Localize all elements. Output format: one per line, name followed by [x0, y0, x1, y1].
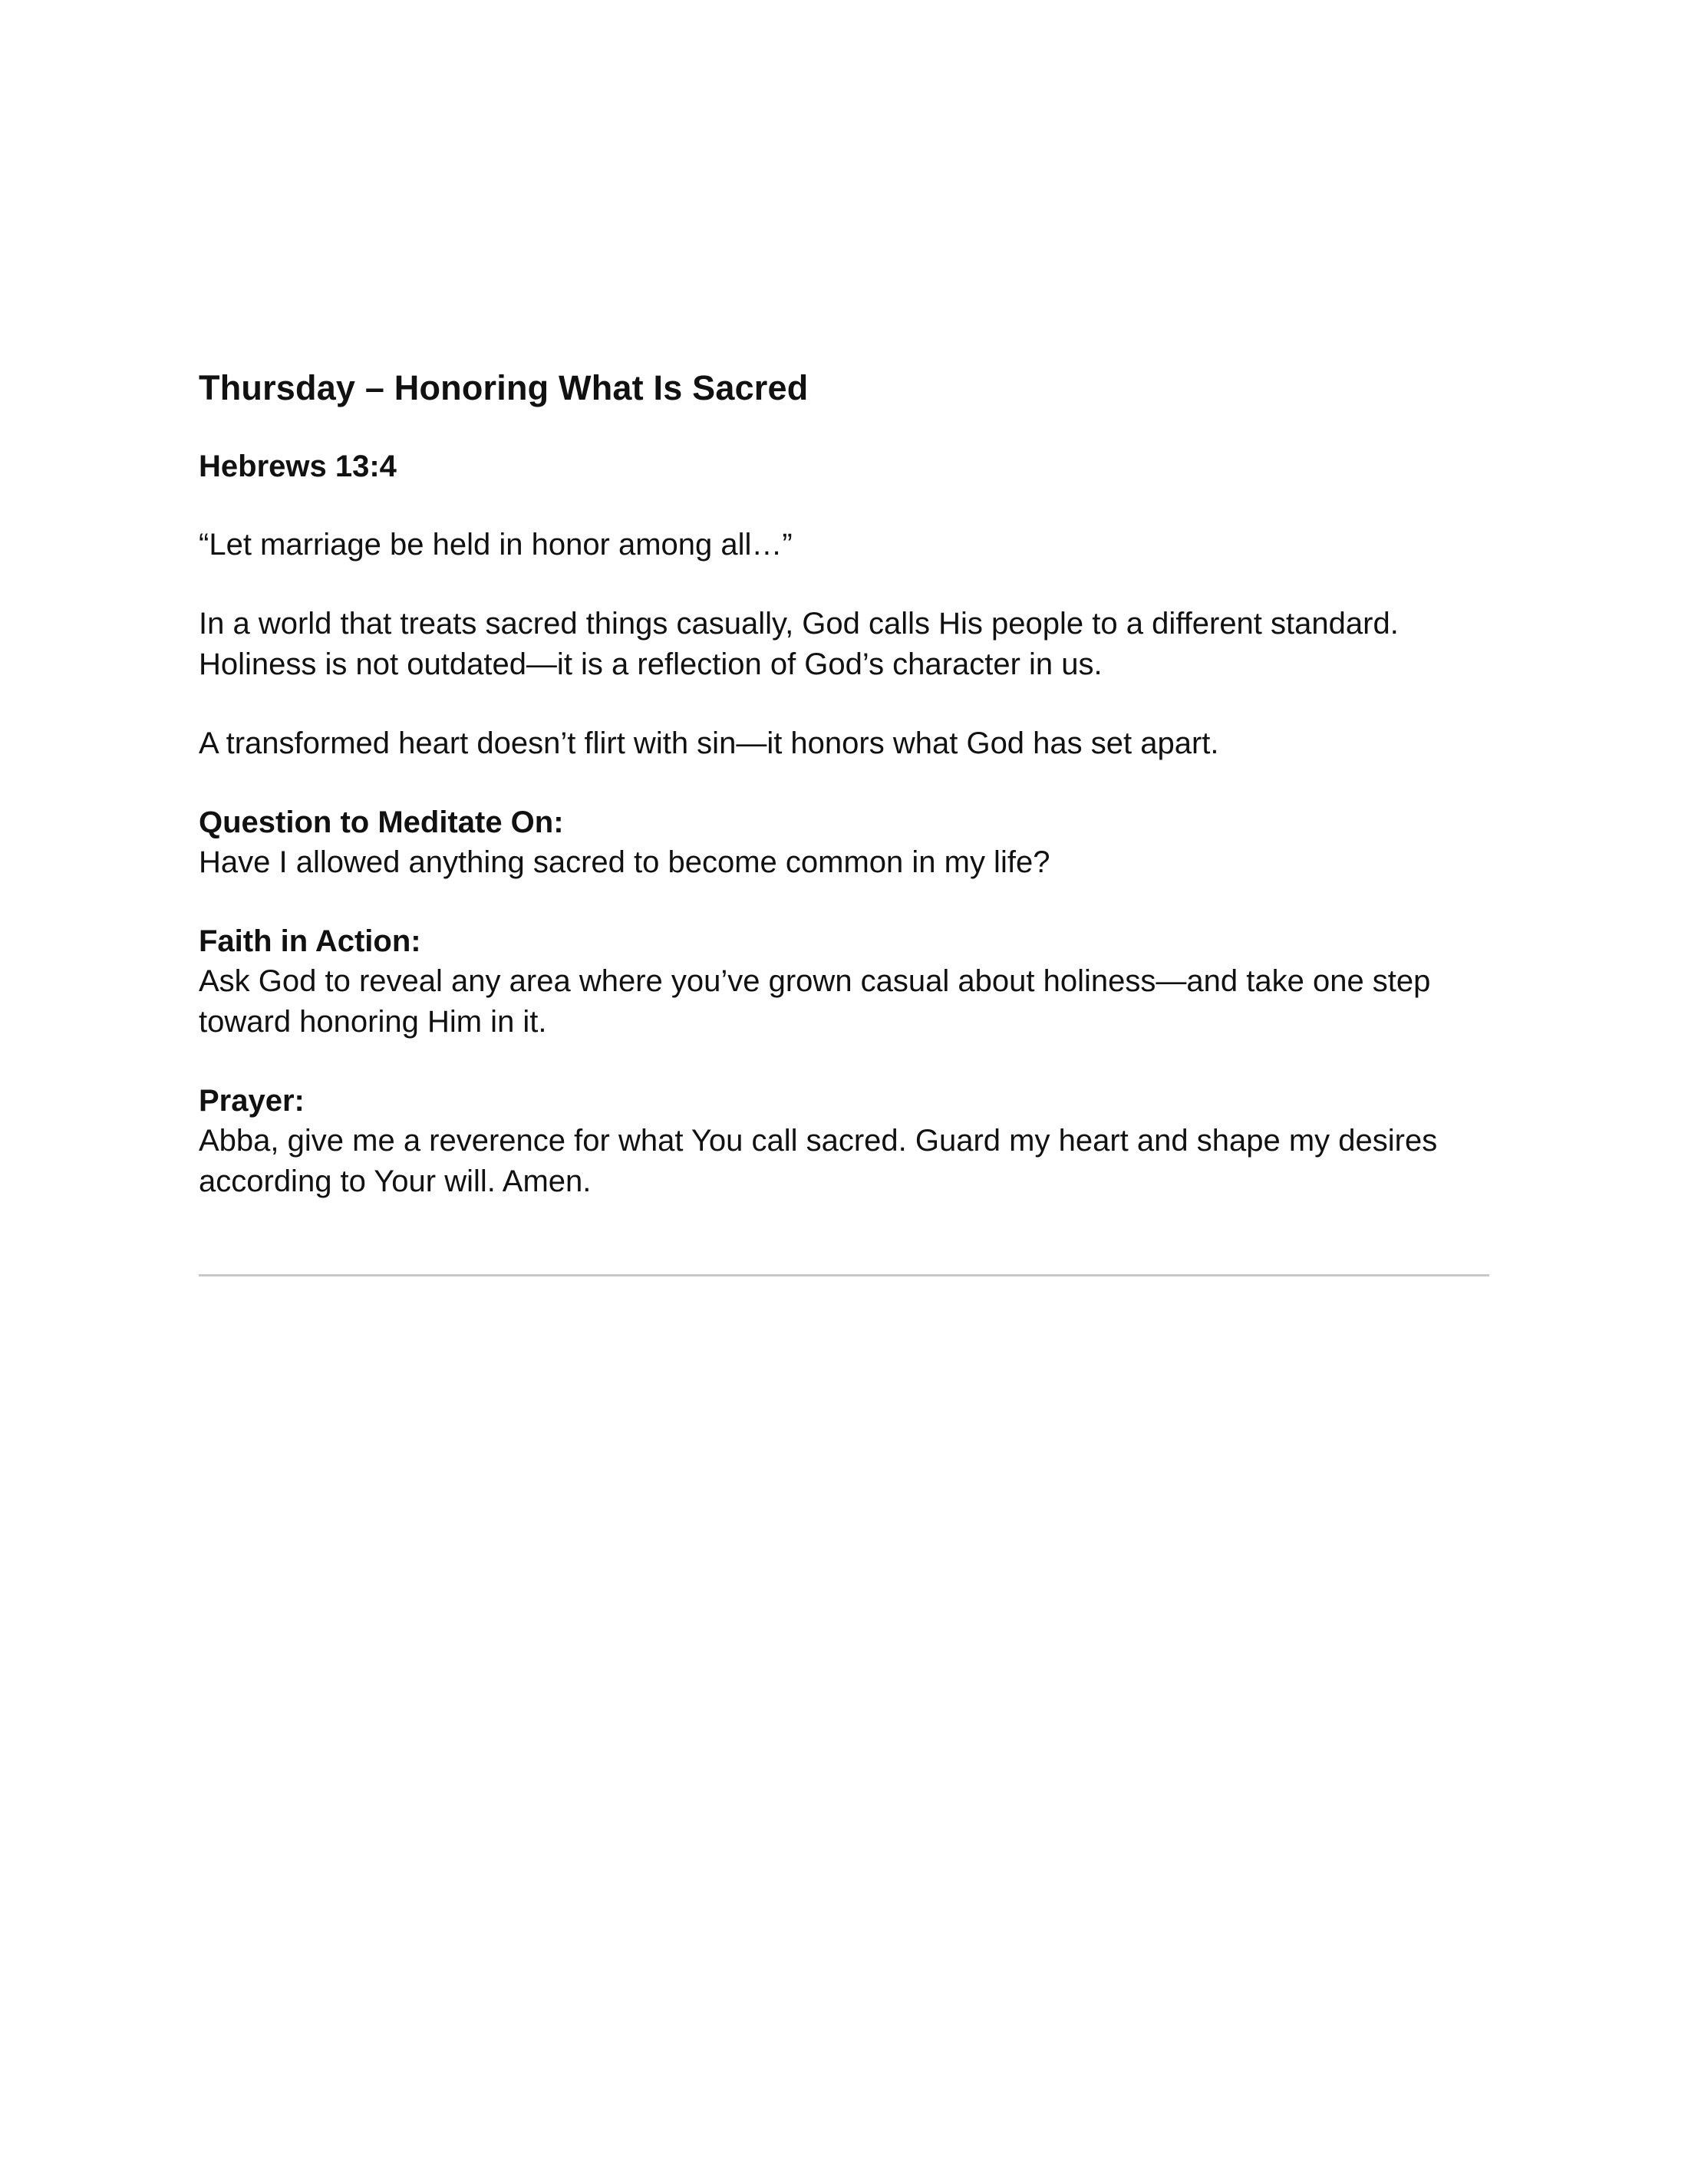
section-body-question: Have I allowed anything sacred to become common in my life?	[199, 845, 1050, 879]
paragraph-transformed-heart: A transformed heart doesn’t flirt with sin—it honors what God has set apart.	[199, 726, 1219, 760]
section-body-prayer: Abba, give me a reverence for what You call sacred. Guard my heart and shape my desires according to Your will. Amen.	[199, 1124, 1438, 1198]
devotional-content	[199, 367, 1488, 1240]
section-body-faith-in-action: Ask God to reveal any area where you’ve grown casual about holiness—and take one step toward honoring Him in it.	[199, 964, 1431, 1039]
verse-quote: “Let marriage be held in honor among all…”	[199, 528, 793, 562]
section-heading-question: Question to Meditate On:	[199, 805, 564, 839]
paragraph-reflection: In a world that treats sacred things casually, God calls His people to a different standard. Holiness is not outdated—it is a reflection of God’s character in us.	[199, 607, 1399, 681]
page-title: Thursday – Honoring What Is Sacred	[199, 368, 809, 407]
section-heading-prayer: Prayer:	[199, 1084, 305, 1118]
horizontal-divider	[199, 1274, 1489, 1276]
verse-reference: Hebrews 13:4	[199, 450, 397, 483]
section-heading-faith-in-action: Faith in Action:	[199, 924, 421, 958]
